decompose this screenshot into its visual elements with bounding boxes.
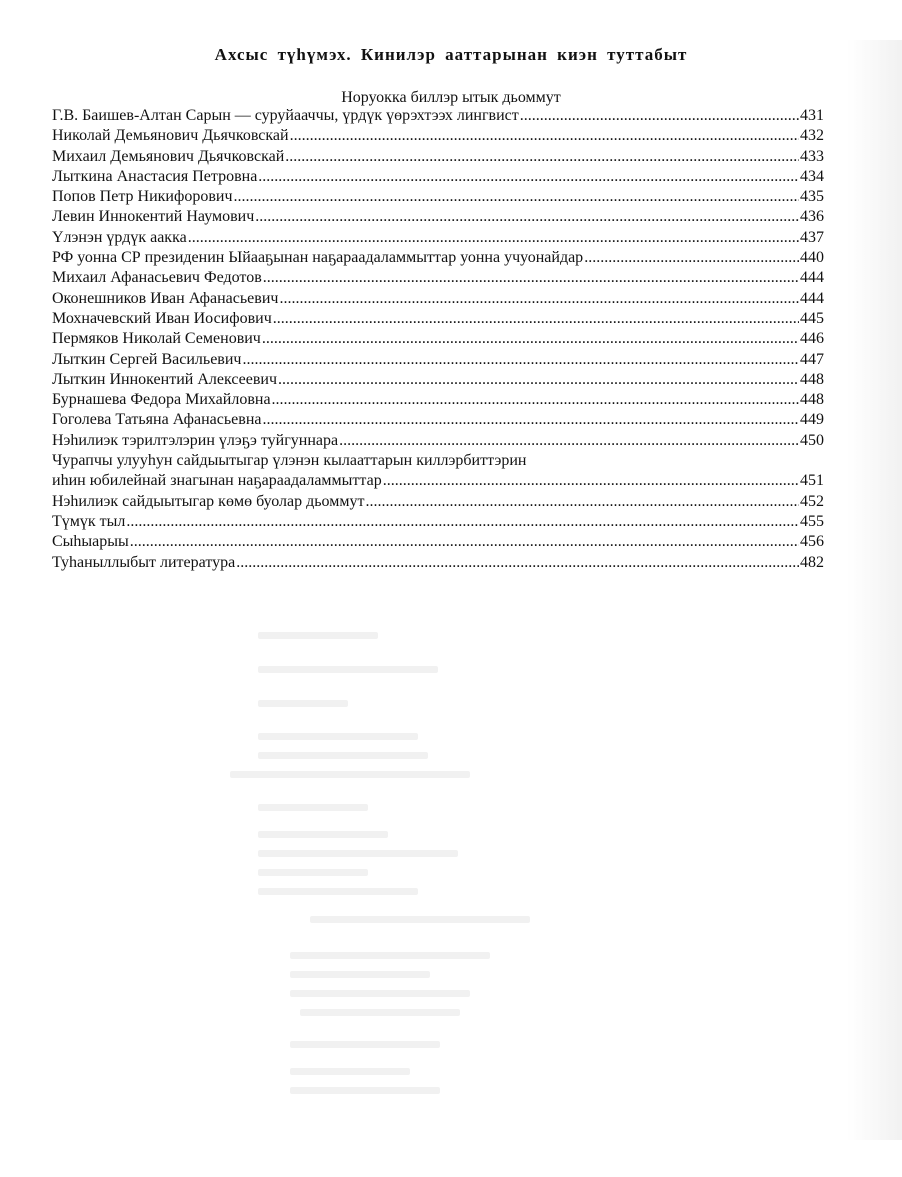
toc-entry-page: 449 xyxy=(800,411,824,429)
toc-entry xyxy=(52,512,824,532)
toc-entry-title: Бурнашева Федора Михайловна xyxy=(52,391,271,409)
toc-entry-page: 448 xyxy=(800,370,824,388)
toc-dot-leader xyxy=(236,553,799,573)
table-of-contents xyxy=(52,106,824,573)
toc-entry-title: Лыткин Иннокентий Алексеевич xyxy=(52,370,278,388)
toc-entry-title: Сыһыарыы xyxy=(52,533,129,551)
toc-entry-title: Гоголева Татьяна Афанасьевна xyxy=(52,411,262,429)
toc-entry-page: 437 xyxy=(800,228,824,246)
toc-dot-leader xyxy=(242,350,799,370)
toc-dot-leader xyxy=(262,329,799,349)
toc-dot-leader xyxy=(263,268,799,288)
toc-entry xyxy=(52,532,824,552)
toc-entry xyxy=(52,492,824,512)
toc-entry-page: 445 xyxy=(800,309,824,327)
toc-dot-leader xyxy=(255,207,799,227)
toc-entry-page: 447 xyxy=(800,350,824,368)
toc-entry xyxy=(52,167,824,187)
toc-entry-page: 448 xyxy=(800,391,824,409)
toc-entry xyxy=(52,289,824,309)
toc-dot-leader xyxy=(273,309,799,329)
toc-entry-title: Николай Демьянович Дьячковскай xyxy=(52,127,289,145)
toc-entry xyxy=(52,350,824,370)
toc-entry-title: Лыткина Анастасия Петровна xyxy=(52,167,258,185)
toc-entry-page: 440 xyxy=(800,249,824,267)
toc-entry xyxy=(52,329,824,349)
toc-entry xyxy=(52,126,824,146)
toc-entry-title: Михаил Демьянович Дьячковскай xyxy=(52,147,285,165)
toc-entry-title: Туһаныллыбыт литература xyxy=(52,553,236,571)
toc-entry-page: 451 xyxy=(800,472,824,490)
toc-entry-title: Мохначевский Иван Иосифович xyxy=(52,309,272,327)
toc-dot-leader xyxy=(126,512,799,532)
toc-entry-page: 434 xyxy=(800,167,824,185)
toc-entry xyxy=(52,370,824,390)
toc-entry-title: Пермяков Николай Семенович xyxy=(52,330,261,348)
toc-entry-title: Михаил Афанасьевич Федотов xyxy=(52,269,262,287)
toc-dot-leader xyxy=(365,492,799,512)
toc-entry-page: 456 xyxy=(800,533,824,551)
toc-entry xyxy=(52,471,824,491)
toc-entry-title: Г.В. Баишев-Алтан Сарын — суруйааччы, үрдүк үөрэхтээх лингвист xyxy=(52,107,519,124)
toc-dot-leader xyxy=(584,248,799,268)
toc-dot-leader xyxy=(383,471,799,491)
section-heading: Норуокка биллэр ытык дьоммут xyxy=(341,89,561,106)
toc-entry xyxy=(52,553,824,573)
toc-dot-leader xyxy=(278,370,799,390)
toc-entry-title: Нэһилиэк сайдыытыгар көмө буолар дьоммут xyxy=(52,492,365,510)
toc-entry-page: 436 xyxy=(800,208,824,226)
toc-entry-page: 446 xyxy=(800,330,824,348)
toc-entry-title: Түмүк тыл xyxy=(52,512,126,530)
toc-entry-title: Левин Иннокентий Наумович xyxy=(52,208,255,226)
toc-entry-page: 444 xyxy=(800,269,824,287)
toc-entry-title: Нэһилиэк тэрилтэлэрин үлэҕэ туйгуннара xyxy=(52,431,339,449)
toc-entry xyxy=(52,207,824,227)
toc-dot-leader xyxy=(272,390,799,410)
toc-entry xyxy=(52,390,824,410)
chapter-title: Ахсыс түһүмэх. Кинилэр ааттарынан киэн туттабыт xyxy=(214,45,688,64)
page-edge-shadow xyxy=(847,40,902,1140)
toc-entry-page: 482 xyxy=(800,553,824,571)
toc-dot-leader xyxy=(290,126,799,146)
toc-entry-title: РФ уонна СР президенин Ыйааҕынан наҕараадаламмыттар уонна учуонайдар xyxy=(52,249,584,267)
toc-entry xyxy=(52,187,824,207)
toc-dot-leader xyxy=(339,431,799,451)
toc-entry-title: Оконешников Иван Афанасьевич xyxy=(52,289,279,307)
toc-entry-title: Лыткин Сергей Васильевич xyxy=(52,350,242,368)
toc-entry-page: 455 xyxy=(800,512,824,530)
toc-entry-page: 431 xyxy=(800,107,824,124)
toc-entry xyxy=(52,410,824,430)
toc-entry xyxy=(52,228,824,248)
toc-dot-leader xyxy=(520,106,799,126)
toc-entry xyxy=(52,147,824,167)
toc-entry-title: Попов Петр Никифорович xyxy=(52,188,233,206)
toc-entry-page: 452 xyxy=(800,492,824,510)
toc-entry-page: 450 xyxy=(800,431,824,449)
toc-entry xyxy=(52,106,824,126)
toc-entry xyxy=(52,309,824,329)
toc-dot-leader xyxy=(130,532,799,552)
toc-entry-title: иһин юбилейнай знагынан наҕараадаламмыттар xyxy=(52,472,382,490)
toc-entry-page: 444 xyxy=(800,289,824,307)
toc-entry-page: 435 xyxy=(800,188,824,206)
toc-entry-title-line1: Чурапчы улууһун сайдыытыгар үлэнэн кылааттарын киллэрбиттэрин xyxy=(52,452,527,470)
toc-entry xyxy=(52,248,824,268)
toc-dot-leader xyxy=(258,167,799,187)
toc-dot-leader xyxy=(263,410,800,430)
toc-dot-leader xyxy=(279,289,799,309)
toc-entry-page: 432 xyxy=(800,127,824,145)
toc-dot-leader xyxy=(285,147,799,167)
toc-dot-leader xyxy=(234,187,800,207)
toc-entry-title: Үлэнэн үрдүк аакка xyxy=(52,228,187,246)
toc-entry xyxy=(52,268,824,288)
toc-dot-leader xyxy=(188,228,799,248)
toc-entry-page: 433 xyxy=(800,147,824,165)
toc-entry xyxy=(52,431,824,451)
